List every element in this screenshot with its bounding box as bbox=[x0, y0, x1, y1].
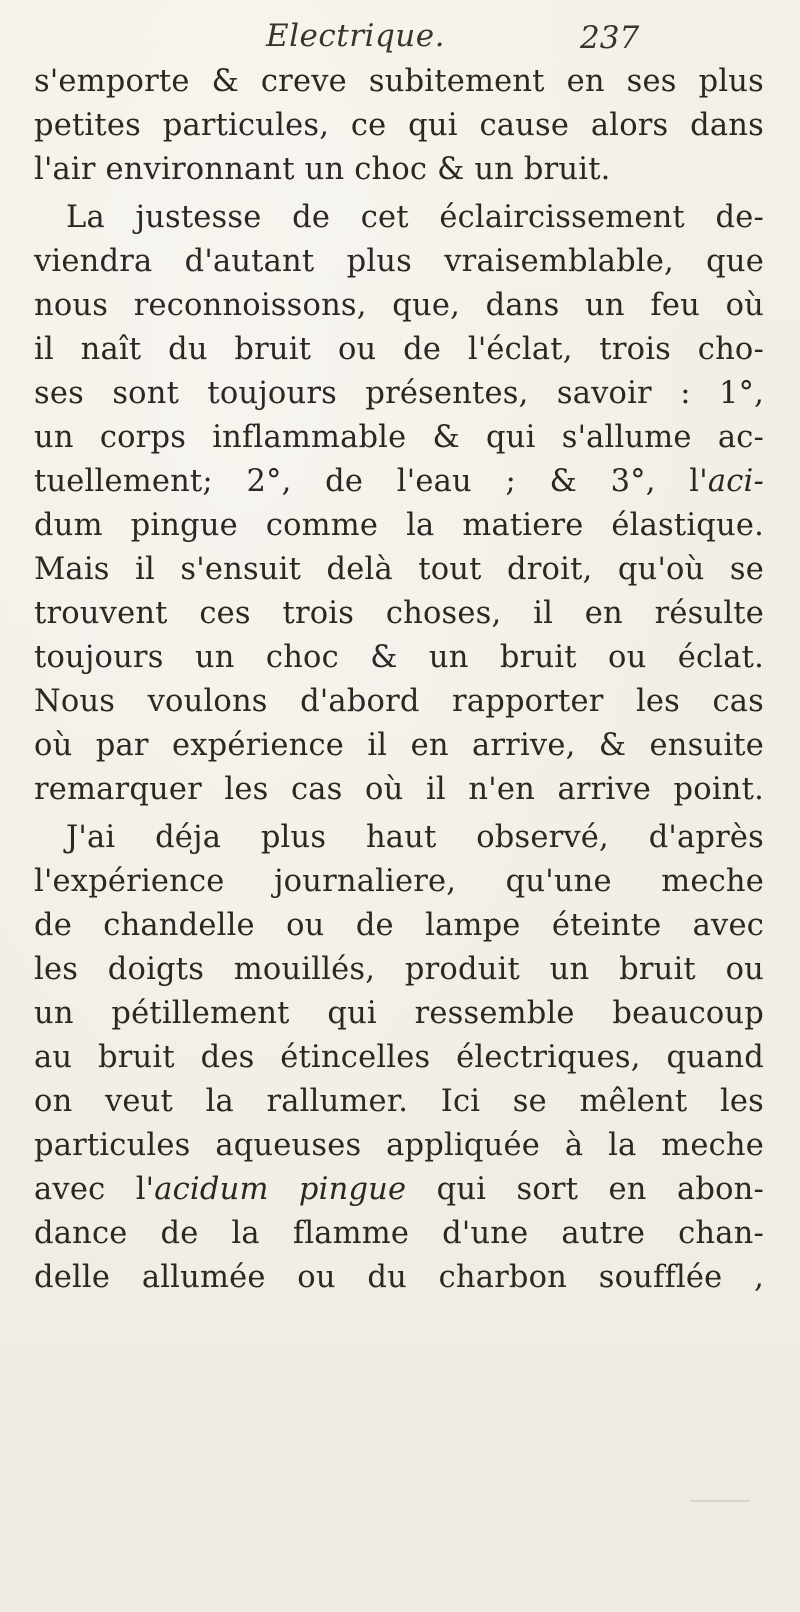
running-title: Electrique. bbox=[266, 18, 445, 54]
text-line: Nous voulons d'abord rapporter les cas bbox=[34, 684, 764, 719]
text-line: on veut la rallumer. Ici se mêlent les bbox=[34, 1084, 764, 1119]
text-line: dum pingue comme la matiere élastique. bbox=[34, 508, 764, 543]
text-line: les doigts mouillés, produit un bruit ou bbox=[34, 952, 764, 987]
text-line: un corps inflammable & qui s'allume ac- bbox=[34, 420, 764, 455]
text-line: il naît du bruit ou de l'éclat, trois cho- bbox=[34, 332, 764, 367]
text-line: particules aqueuses appliquée à la meche bbox=[34, 1128, 764, 1163]
text-line: l'expérience journaliere, qu'une meche bbox=[34, 864, 764, 899]
text-line: avec l'acidum pingue qui sort en abon- bbox=[34, 1172, 764, 1207]
text-line: J'ai déja plus haut observé, d'après bbox=[66, 820, 764, 855]
text-line: nous reconnoissons, que, dans un feu où bbox=[34, 288, 764, 323]
text-line: l'air environnant un choc & un bruit. bbox=[34, 152, 611, 187]
text-line: Mais il s'ensuit delà tout droit, qu'où se bbox=[34, 552, 764, 587]
text-line: s'emporte & creve subitement en ses plus bbox=[34, 64, 764, 99]
text-line: viendra d'autant plus vraisemblable, que bbox=[34, 244, 764, 279]
text-line: dance de la flamme d'une autre chan- bbox=[34, 1216, 764, 1251]
text-line: trouvent ces trois choses, il en résulte bbox=[34, 596, 764, 631]
text-line: delle allumée ou du charbon soufflée , bbox=[34, 1260, 764, 1295]
text-line: La justesse de cet éclaircissement de- bbox=[66, 200, 764, 235]
paper-mark bbox=[690, 1500, 750, 1502]
page-number: 237 bbox=[580, 20, 640, 56]
text-line: au bruit des étincelles électriques, quand bbox=[34, 1040, 764, 1075]
text-line: remarquer les cas où il n'en arrive point. bbox=[34, 772, 764, 807]
text-line: ses sont toujours présentes, savoir : 1°, bbox=[34, 376, 764, 411]
page-header bbox=[0, 8, 800, 66]
text-line: toujours un choc & un bruit ou éclat. bbox=[34, 640, 764, 675]
text-line: tuellement; 2°, de l'eau ; & 3°, l'aci- bbox=[34, 464, 764, 499]
text-line: où par expérience il en arrive, & ensuite bbox=[34, 728, 764, 763]
text-line: un pétillement qui ressemble beaucoup bbox=[34, 996, 764, 1031]
text-line: petites particules, ce qui cause alors dans bbox=[34, 108, 764, 143]
text-line: de chandelle ou de lampe éteinte avec bbox=[34, 908, 764, 943]
